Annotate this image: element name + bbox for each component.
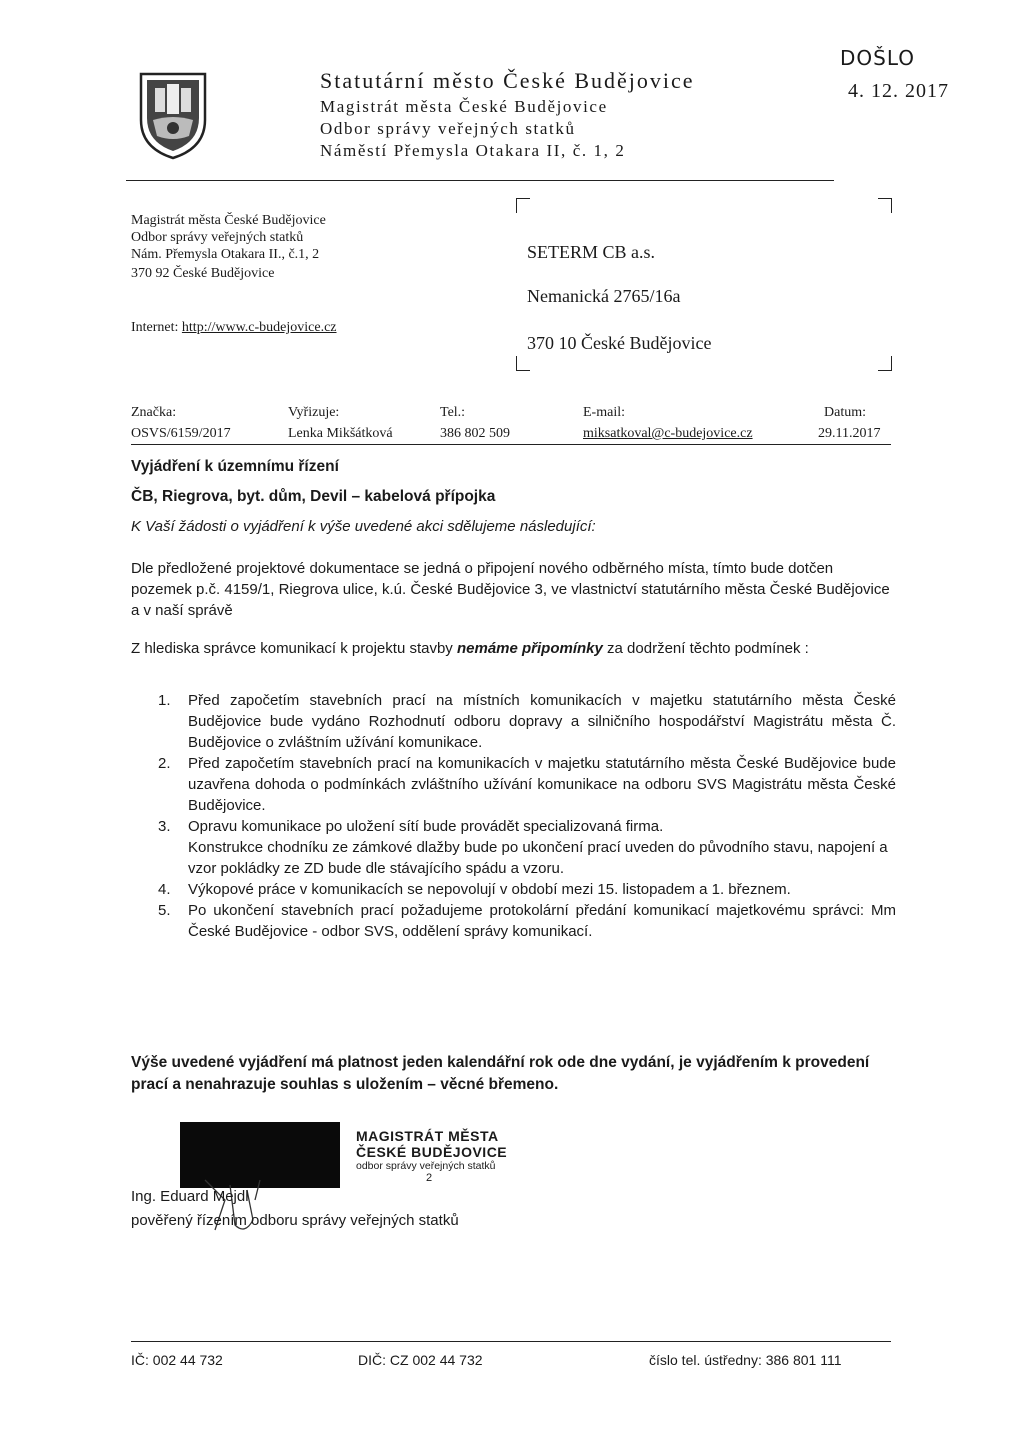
ref-label-znacka: Značka:	[131, 405, 177, 420]
footer-phone: číslo tel. ústředny: 386 801 111	[649, 1352, 842, 1368]
received-stamp-date: 4. 12. 2017	[848, 80, 949, 102]
sender-line-1: Magistrát města České Budějovice	[131, 213, 326, 228]
address-corner-tr	[878, 198, 892, 213]
ref-value-vyrizuje: Lenka Mikšátková	[288, 426, 393, 441]
sender-line-4: 370 92 České Budějovice	[131, 266, 275, 281]
signatory-name: Ing. Eduard Mejdl	[131, 1188, 249, 1205]
list-item-subtext: Konstrukce chodníku ze zámkové dlažby bude po ukončení prací uveden do původního stavu, napojení a vzor pokládky ze ZD bude dle stávajícího spádu a vzoru.	[188, 839, 888, 877]
letterhead-title: Statutární město České Budějovice	[320, 68, 695, 93]
list-item-number: 2.	[158, 755, 171, 772]
intro-text: K Vaší žádosti o vyjádření k výše uvedené akci sdělujeme následující:	[131, 518, 596, 535]
address-corner-br	[878, 356, 892, 371]
footer-ic: IČ: 002 44 732	[131, 1352, 223, 1368]
list-item	[131, 879, 896, 900]
list-item-number: 1.	[158, 692, 171, 709]
conditions-intro	[131, 640, 809, 657]
seal-line-1: MAGISTRÁT MĚSTA	[356, 1128, 499, 1144]
footer-divider	[131, 1341, 891, 1342]
header-divider	[126, 180, 834, 181]
sender-internet	[131, 320, 337, 336]
list-item-text: Výkopové práce v komunikacích se nepovolují v období mezi 15. listopadem a 1. březnem.	[188, 881, 791, 898]
address-corner-tl	[516, 198, 530, 213]
list-item-number: 5.	[158, 902, 171, 919]
sender-line-2: Odbor správy veřejných statků	[131, 230, 304, 245]
list-item-number: 4.	[158, 881, 171, 898]
list-item-number: 3.	[158, 818, 171, 835]
sender-line-3: Nám. Přemysla Otakara II., č.1, 2	[131, 247, 320, 262]
ref-value-znacka: OSVS/6159/2017	[131, 426, 231, 441]
list-item	[131, 753, 896, 816]
seal-line-3: odbor správy veřejných statků	[356, 1160, 496, 1172]
conditions-emphasis: nemáme připomínky	[456, 640, 603, 657]
official-seal	[356, 1128, 536, 1184]
subject-line-1: Vyjádření k územnímu řízení	[131, 458, 339, 475]
recipient-name: SETERM CB a.s.	[527, 242, 656, 262]
seal-line-4: 2	[426, 1172, 433, 1184]
website-link[interactable]: http://www.c-budejovice.cz	[181, 320, 337, 335]
conditions-after: za dodržení těchto podmínek :	[602, 640, 809, 657]
recipient-city: 370 10 České Budějovice	[527, 333, 712, 353]
ref-value-tel: 386 802 509	[440, 426, 510, 441]
list-item	[131, 900, 896, 942]
recipient-street: Nemanická 2765/16a	[527, 286, 681, 306]
signature-scribble-icon	[185, 1170, 285, 1240]
letterhead-department: Odbor správy veřejných statků	[320, 119, 576, 138]
letterhead-magistrat: Magistrát města České Budějovice	[320, 97, 608, 116]
city-coat-of-arms-icon	[137, 68, 209, 160]
validity-statement: Výše uvedené vyjádření má platnost jeden kalendářní rok ode dne vydání, je vyjádřením k provedení prací a nenahrazuje souhlas s uložením – věcné břemeno.	[131, 1054, 870, 1093]
ref-label-vyrizuje: Vyřizuje:	[288, 405, 340, 420]
list-item	[131, 816, 896, 879]
ref-value-email[interactable]: miksatkoval@c-budejovice.cz	[583, 426, 753, 441]
list-item	[131, 690, 896, 753]
conditions-list	[131, 690, 896, 942]
internet-label: Internet:	[131, 320, 179, 335]
list-item-text: Po ukončení stavebních prací požadujeme protokolární předání komunikací majetkovému správci: Mm České Budějovice - odbor SVS, oddělení správy komunikací.	[188, 902, 896, 940]
conditions-before: Z hlediska správce komunikací k projektu stavby	[131, 640, 457, 657]
ref-label-email: E-mail:	[583, 405, 625, 420]
footer-dic: DIČ: CZ 002 44 732	[358, 1352, 483, 1368]
signatory-role: pověřený řízením odboru správy veřejných statků	[131, 1212, 459, 1229]
ref-label-tel: Tel.:	[440, 405, 466, 420]
letterhead-address: Náměstí Přemysla Otakara II, č. 1, 2	[320, 141, 626, 160]
address-corner-bl	[516, 356, 530, 371]
list-item-text: Před započetím stavebních prací na komunikacích v majetku statutárního města České Budějovice bude uzavřena dohoda o podmínkách zvláštního užívání komunikace na odboru SVS Magistrátu města České Budějovice.	[188, 755, 896, 814]
reference-divider	[131, 444, 891, 445]
subject-line-2: ČB, Riegrova, byt. dům, Devil – kabelová přípojka	[131, 488, 496, 505]
received-stamp-label: DOŠLO	[840, 46, 916, 70]
description-paragraph: Dle předložené projektové dokumentace se jedná o připojení nového odběrného místa, tímto bude dotčen pozemek p.č. 4159/1, Riegrova ulice, k.ú. České Budějovice 3, ve vlastnictví statutárního města České Budějovice a v naší správě	[131, 560, 890, 619]
ref-value-datum: 29.11.2017	[818, 426, 881, 441]
ref-label-datum: Datum:	[824, 405, 866, 420]
list-item-text: Opravu komunikace po uložení sítí bude provádět specializovaná firma.	[188, 818, 664, 835]
seal-line-2: ČESKÉ BUDĚJOVICE	[356, 1144, 508, 1160]
list-item-text: Před započetím stavebních prací na místních komunikacích v majetku statutárního města České Budějovice bude vydáno Rozhodnutí odboru dopravy a silničního hospodářství Magistrátu města Č. Budějovice o zvláštním užívání komunikace.	[188, 692, 896, 751]
